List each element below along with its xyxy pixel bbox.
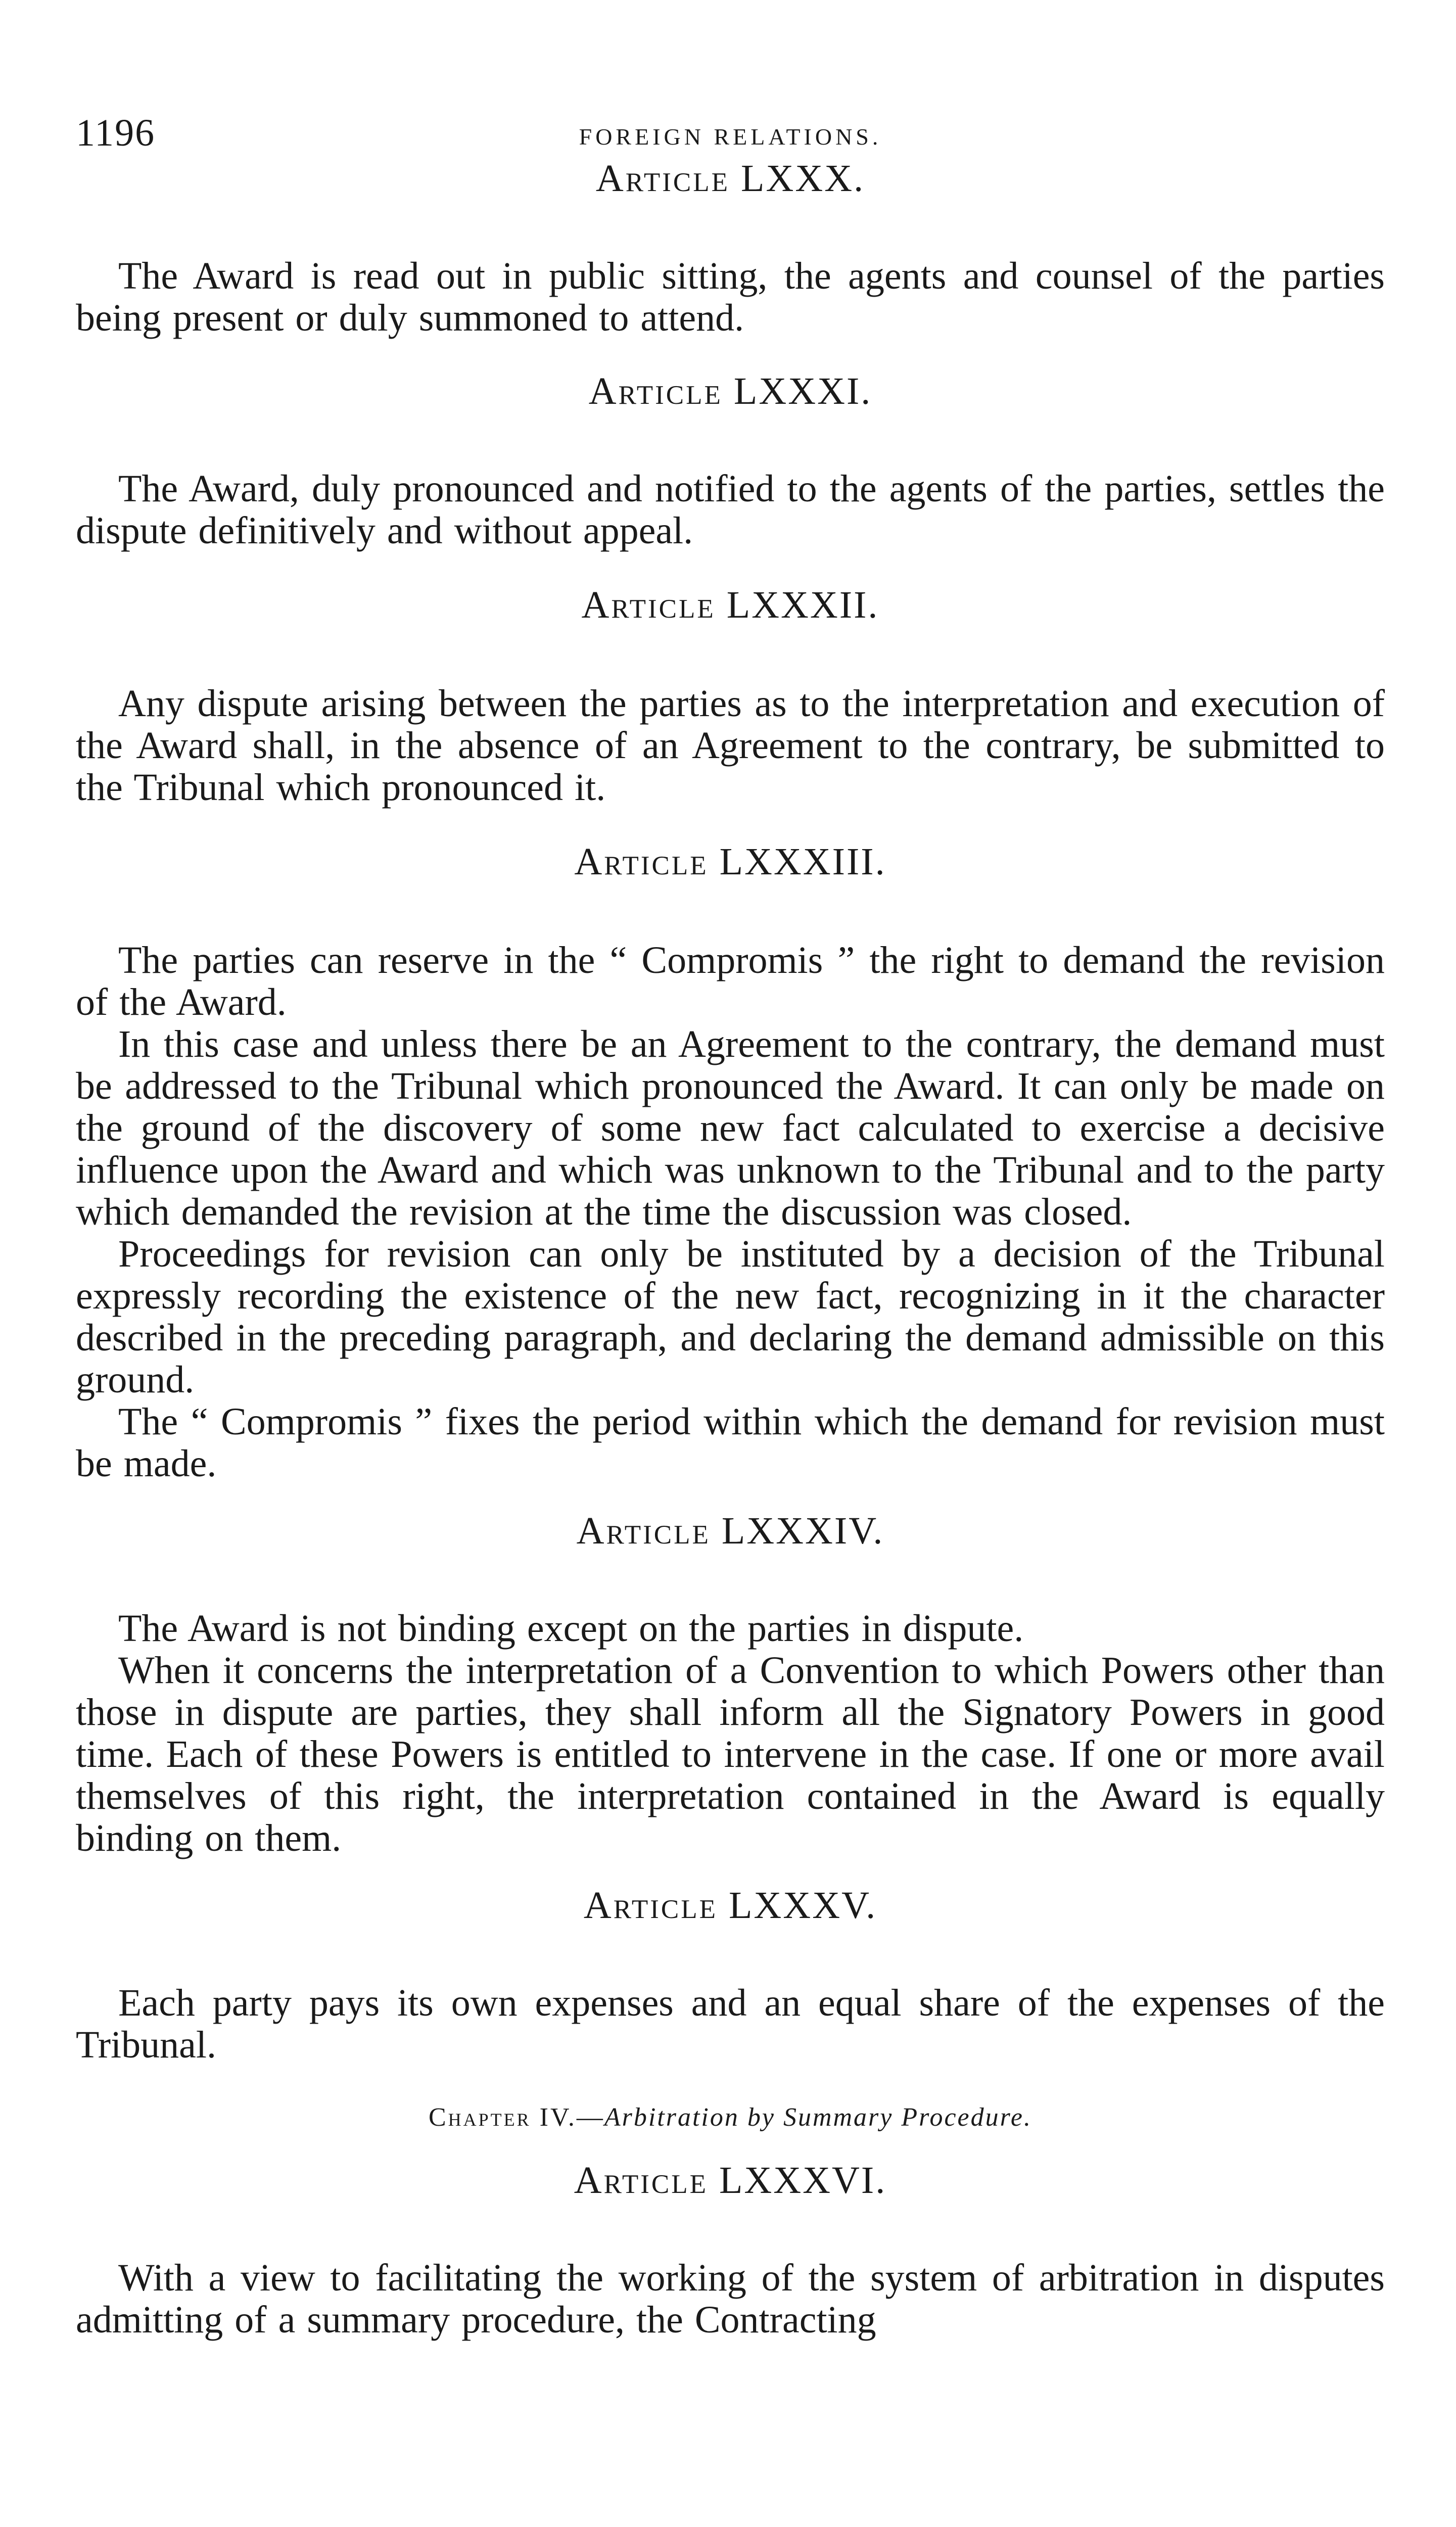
article-numeral: LXXXII.	[726, 584, 879, 626]
article-word: Article	[581, 584, 716, 626]
article-paragraph: The Award is not binding except on the parties in dispute.	[118, 1607, 1024, 1650]
article-word: Article	[574, 840, 709, 883]
article-word: Article	[588, 370, 723, 412]
article-paragraph: The Award is read out in public sitting, the agents and counsel of the parties being present or duly summoned to attend.	[76, 255, 1385, 339]
article-word: Article	[574, 2159, 708, 2202]
chapter-dash: —	[576, 2103, 604, 2132]
chapter-heading	[76, 2102, 1385, 2132]
article-paragraph: In this case and unless there be an Agreement to the contrary, the demand must be addressed to the Tribunal which pronounced the Award. It can only be made on the ground of the discovery of some new fact calculated to exercise a decisive influence upon the Award and which was unknown to the Tribunal and to the party which demanded the revision at the time the discussion was closed.	[76, 1023, 1385, 1233]
article-word: Article	[583, 1884, 718, 1927]
running-head	[76, 101, 1385, 157]
article-paragraph: With a view to facilitating the working of the system of arbitration in disputes admitting of a summary procedure, the Contracting	[76, 2257, 1385, 2341]
article-heading	[76, 583, 1385, 627]
article-heading	[76, 840, 1385, 884]
chapter-label: Chapter IV.	[428, 2103, 577, 2132]
article-numeral: LXXX.	[741, 157, 865, 200]
article-paragraph: Proceedings for revision can only be instituted by a decision of the Tribunal expressly recording the existence of the new fact, recognizing in it the character described in the preceding paragraph, and declaring the demand admissible on this ground.	[76, 1233, 1385, 1401]
article-heading	[76, 369, 1385, 413]
article-word: Article	[576, 1510, 711, 1552]
article-paragraph: Each party pays its own expenses and an equal share of the expenses of the Tribunal.	[76, 1982, 1385, 2066]
article-paragraph: The “ Compromis ” fixes the period within which the demand for revision must be made.	[76, 1400, 1385, 1485]
article-numeral: LXXXV.	[729, 1884, 877, 1927]
article-numeral: LXXXIV.	[721, 1510, 884, 1552]
article-numeral: LXXXIII.	[719, 840, 886, 883]
running-title: FOREIGN RELATIONS.	[579, 124, 882, 150]
article-paragraph: The Award, duly pronounced and notified to the agents of the parties, settles the dispute definitively and without appeal.	[76, 467, 1385, 552]
article-heading	[76, 1884, 1385, 1928]
article-paragraph: Any dispute arising between the parties as to the interpretation and execution of the Award shall, in the absence of an Agreement to the contrary, be submitted to the Tribunal which pronounced it.	[76, 682, 1385, 809]
article-paragraph: The parties can reserve in the “ Compromis ” the right to demand the revision of the Award.	[76, 939, 1385, 1023]
page-number: 1196	[76, 112, 156, 154]
chapter-title: Arbitration by Summary Procedure.	[604, 2103, 1032, 2132]
article-heading	[76, 157, 1385, 201]
article-word: Article	[595, 157, 730, 200]
document-page	[76, 101, 1385, 2341]
article-paragraph: When it concerns the interpretation of a Convention to which Powers other than those in dispute are parties, they shall inform all the Signatory Powers in good time. Each of these Powers is entitled to intervene in the case. If one or more avail themselves of this right, the interpretation contained in the Award is equally binding on them.	[76, 1649, 1385, 1859]
article-numeral: LXXXVI.	[719, 2159, 887, 2202]
article-heading	[76, 2159, 1385, 2203]
article-numeral: LXXXI.	[733, 370, 872, 412]
article-heading	[76, 1509, 1385, 1553]
